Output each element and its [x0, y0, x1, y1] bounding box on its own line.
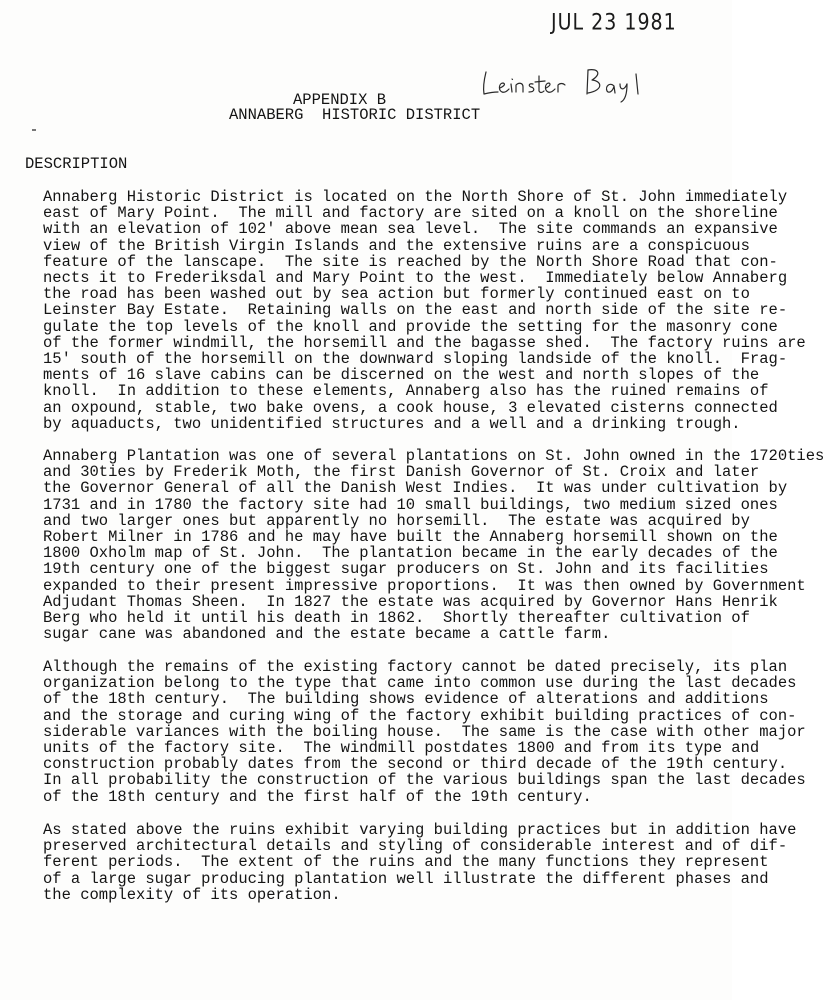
paragraph-dating: Although the remains of the existing factory cannot be dated precisely, its plan organization belong to the type that came into common use during the last decades of the 18th century. The building shows evidence of alterations and additions and the storage and curing wing of the factory exhibit building practices of con- siderable variances with the boiling house. The same is the case with other major units of the factory site. The windmill postdates 1800 and from its type and construction probably dates from the second or third decade of the 19th century. In all probability the construction of the various buildings span the last decades of the 18th century and the first half of the 19th century. — [43, 658, 806, 806]
handwritten-note-leinster-bay — [478, 64, 648, 104]
received-date-stamp: JUL 23 1981 — [551, 10, 677, 36]
paragraph-history: Annaberg Plantation was one of several plantations on St. John owned in the 1720ties and 30ties by Frederik Moth, the first Danish Governor of St. Croix and later the Governor General of all the Danish West Indies. It was under cultivation by 1731 and in 1780 the factory site had 10 small buildings, two medium sized ones and two larger ones but apparently no horsemill. The estate was acquired by Robert Milner in 1786 and he may have built the Annaberg horsemill shown on the 1800 Oxholm map of St. John. The plantation became in the early decades of the 19th century one of the biggest sugar producers on St. John and its facilities expanded to their present impressive proportions. It was then owned by Government Adjudant Thomas Sheen. In 1827 the estate was acquired by Governor Hans Henrik Berg who held it until his death in 1862. Shortly thereafter cultivation of sugar cane was abandoned and the estate became a cattle farm. — [43, 447, 824, 644]
paragraph-significance: As stated above the ruins exhibit varying building practices but in addition have preserved architectural details and styling of considerable interest and of dif- ferent periods. The extent of the ruins and the many functions they represent of a large sugar producing plantation well illustrate the different phases and the complexity of its operation. — [43, 821, 797, 904]
margin-mark — [32, 129, 36, 131]
district-title: ANNABERG HISTORIC DISTRICT — [229, 106, 481, 124]
appendix-title: APPENDIX B — [293, 91, 387, 109]
section-heading: DESCRIPTION — [25, 155, 128, 173]
paragraph-location: Annaberg Historic District is located on the North Shore of St. John immediately east of Mary Point. The mill and factory are sited on a knoll on the shoreline with an elevation of 102' above mean sea level. The site commands an expansive view of the British Virgin Islands and the extensive ruins are a conspicuous feature of the lanscape. The site is reached by the North Shore Road that con- nects it to Frederiksdal and Mary Point to the west. Immediately below Annaberg the road has been washed out by sea action but formerly continued east on to Leinster Bay Estate. Retaining walls on the east and north side of the site re- gulate the top levels of the knoll and provide the setting for the masonry cone of the former windmill, the horsemill and the bagasse shed. The factory ruins are 15' south of the horsemill on the downward sloping landside of the knoll. Frag- ments of 16 slave cabins can be discerned on the west and north slopes of the knoll. In addition to these elements, Annaberg also has the ruined remains of an oxpound, stable, two bake ovens, a cook house, 3 elevated cisterns connected by aquaducts, two unidentified structures and a well and a drinking trough. — [43, 188, 806, 433]
